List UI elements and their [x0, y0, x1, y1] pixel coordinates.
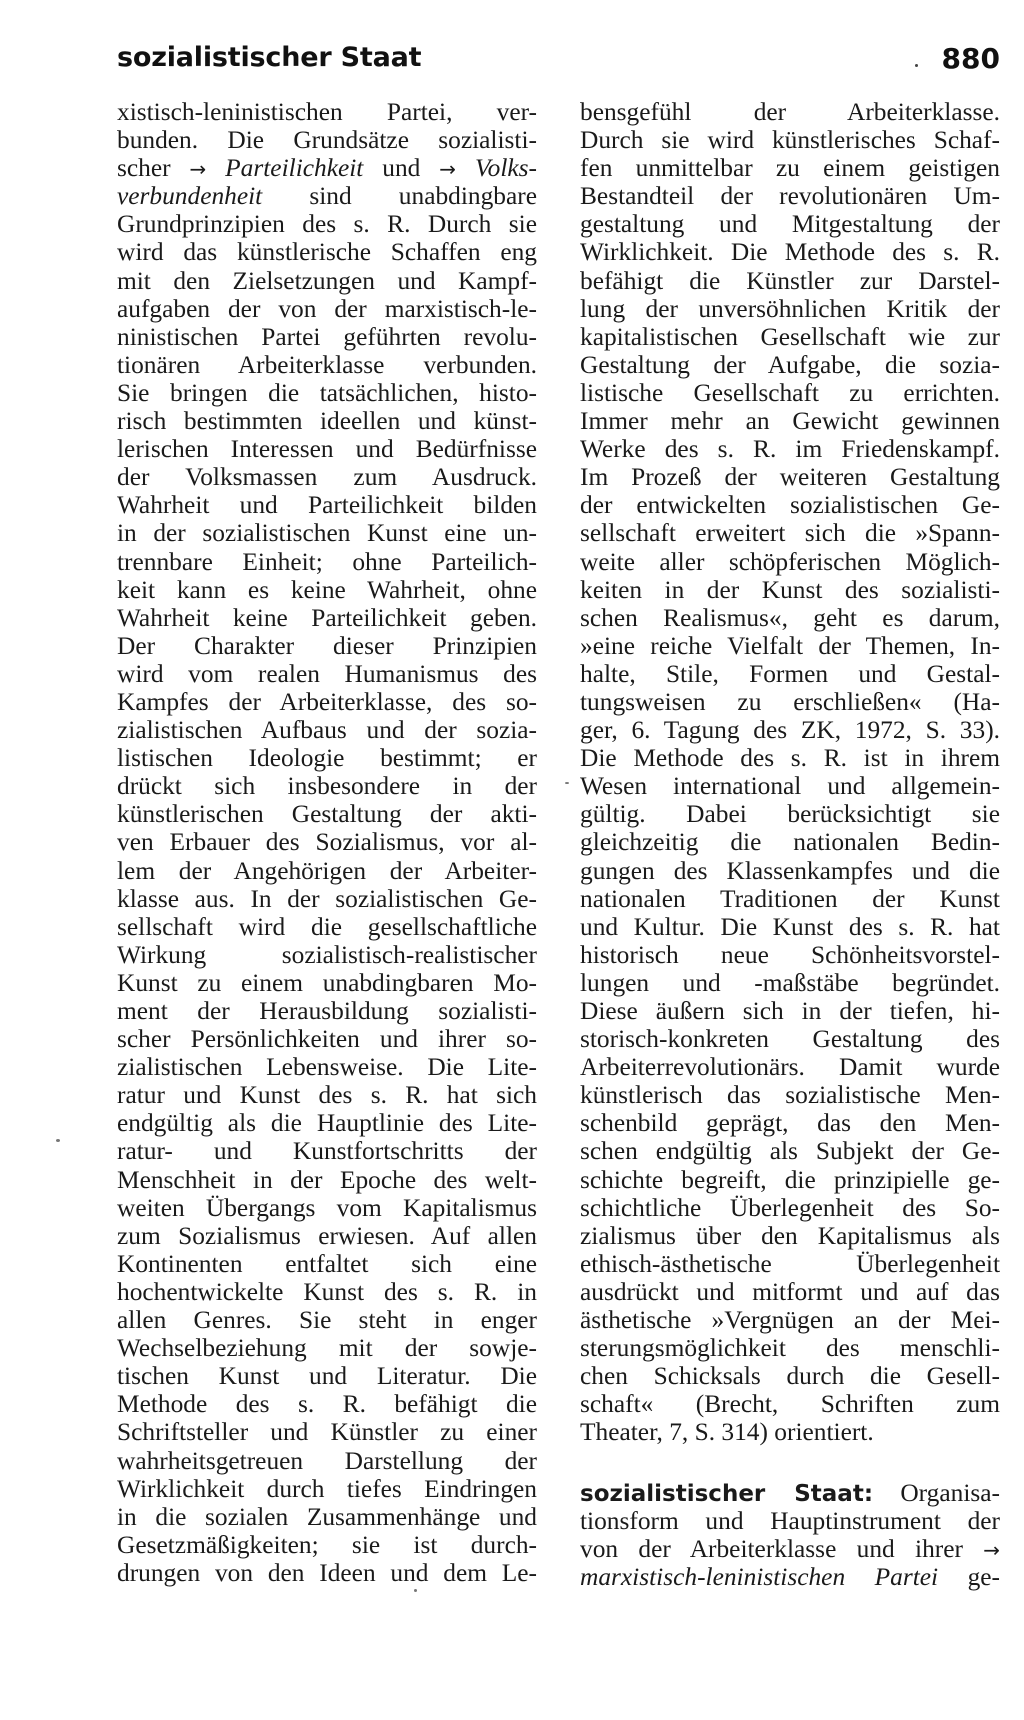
text-line: lung der unversöhnlichen Kritik der: [580, 294, 1000, 323]
text-line: gestaltung und Mitgestaltung der: [580, 210, 1000, 239]
text-line: Diese äußern sich in der tiefen, hi-: [580, 997, 1000, 1025]
text-line: Werke des s. R. im Friedenskampf.: [580, 435, 1000, 464]
text-line: Wechselbeziehung mit der sowje-: [117, 1334, 537, 1363]
text-line: schichte begreift, die prinzipielle ge-: [580, 1165, 1000, 1194]
text-line: gungen des Klassenkampfes und die: [580, 856, 1000, 885]
print-speck: [56, 1139, 60, 1142]
text-line: befähigt die Künstler zur Darstel-: [580, 266, 1000, 295]
text-line: wird vom realen Humanismus des: [117, 659, 537, 688]
text-line: Wahrheit keine Parteilichkeit geben.: [117, 603, 537, 632]
text-line: Bestandteil der revolutionären Um-: [580, 182, 1000, 211]
text-line: ethisch-ästhetische Überlegenheit: [580, 1249, 1000, 1278]
text-line: zialismus über den Kapitalismus als: [580, 1221, 1000, 1250]
text-line: Wahrheit und Parteilichkeit bilden: [117, 491, 537, 520]
text-line: drungen von den Ideen und dem Le-: [117, 1558, 537, 1587]
text-line: zum Sozialismus erwiesen. Auf allen: [117, 1221, 537, 1250]
text-line: weiten Übergangs vom Kapitalismus: [117, 1193, 537, 1222]
text-line: xistisch-leninistischen Partei, ver-: [117, 98, 537, 126]
text-line: lungen und -maßstäbe begründet.: [580, 968, 1000, 997]
text-line: ratur und Kunst des s. R. hat sich: [117, 1081, 537, 1110]
text-line: Gesetzmäßigkeiten; sie ist durch-: [117, 1530, 537, 1559]
text-line: hochentwickelte Kunst des s. R. in: [117, 1277, 537, 1306]
text-line: historisch neue Schönheitsvorstel-: [580, 940, 1000, 969]
text-line: in die sozialen Zusammenhänge und: [117, 1502, 537, 1531]
text-line: tionären Arbeiterklasse verbunden.: [117, 350, 537, 379]
text-line: gültig. Dabei berücksichtigt sie: [580, 800, 1000, 829]
text-line: lerischen Interessen und Bedürfnisse: [117, 435, 537, 464]
text-line: und Kultur. Die Kunst des s. R. hat: [580, 912, 1000, 941]
text-line: ninistischen Partei geführten revolu-: [117, 322, 537, 351]
text-line: Immer mehr an Gewicht gewinnen: [580, 407, 1000, 436]
print-speck: [414, 1589, 417, 1592]
text-line: klasse aus. In der sozialistischen Ge-: [117, 884, 537, 913]
text-line: Wesen international und allgemein-: [580, 772, 1000, 801]
header-dot: [915, 64, 918, 67]
text-line: Arbeiterrevolutionärs. Damit wurde: [580, 1053, 1000, 1082]
text-line: ausdrückt und mitformt und auf das: [580, 1277, 1000, 1306]
text-line: schaft« (Brecht, Schriften zum: [580, 1390, 1000, 1419]
entry-line: marxistisch-leninistischen Partei ge-: [580, 1562, 1000, 1591]
text-line: schen endgültig als Subjekt der Ge-: [580, 1137, 1000, 1166]
text-line: bunden. Die Grundsätze sozialisti-: [117, 126, 537, 155]
entry-headword: sozialistischer Staat:: [580, 1480, 874, 1507]
text-line: schenbild geprägt, das den Men-: [580, 1109, 1000, 1138]
running-head: sozialistischer Staat: [117, 42, 422, 73]
text-line: tungsweisen zu erschließen« (Ha-: [580, 687, 1000, 716]
text-line: storisch-konkreten Gestaltung des: [580, 1025, 1000, 1054]
text-line: künstlerisch das sozialistische Men-: [580, 1081, 1000, 1110]
text-line: trennbare Einheit; ohne Parteilich-: [117, 547, 537, 576]
text-line: gleichzeitig die nationalen Bedin-: [580, 828, 1000, 857]
left-column: [117, 98, 537, 1587]
text-line: Wirklichkeit. Die Methode des s. R.: [580, 238, 1000, 267]
text-line: Schriftsteller und Künstler zu einer: [117, 1418, 537, 1447]
entry-line: tionsform und Hauptinstrument der: [580, 1506, 1000, 1535]
text-line: nationalen Traditionen der Kunst: [580, 884, 1000, 913]
cross-reference-arrow-icon: →: [983, 1537, 1000, 1562]
text-line: ment der Herausbildung sozialisti-: [117, 997, 537, 1025]
page-number: 880: [941, 42, 1000, 75]
text-line: chen Schicksals durch die Gesell-: [580, 1362, 1000, 1391]
text-line: Menschheit in der Epoche des welt-: [117, 1165, 537, 1194]
text-line: sellschaft wird die gesellschaftliche: [117, 912, 537, 941]
page-header: [117, 42, 1000, 82]
text-line: lem der Angehörigen der Arbeiter-: [117, 856, 537, 885]
entry-gap: [580, 1447, 1000, 1479]
text-line: halte, Stile, Formen und Gestal-: [580, 659, 1000, 688]
text-line: listischen Ideologie bestimmt; er: [117, 744, 537, 773]
text-line: ratur- und Kunstfortschritts der: [117, 1137, 537, 1166]
text-line: Kampfes der Arbeiterklasse, des so-: [117, 687, 537, 716]
text-line: fen unmittelbar zu einem geistigen: [580, 154, 1000, 183]
text-line: Im Prozeß der weiteren Gestaltung: [580, 463, 1000, 492]
text-line: Kontinenten entfaltet sich eine: [117, 1249, 537, 1278]
text-line: sellschaft erweitert sich die »Spann-: [580, 519, 1000, 548]
cross-reference-arrow-icon: →: [189, 157, 207, 182]
text-line: der Volksmassen zum Ausdruck.: [117, 463, 537, 492]
text-line: kapitalistischen Gesellschaft wie zur: [580, 322, 1000, 351]
text-line: endgültig als die Hauptlinie des Lite-: [117, 1109, 537, 1138]
text-line: wahrheitsgetreuen Darstellung der: [117, 1446, 537, 1475]
text-line: scher → Parteilichkeit und → Volks-: [117, 154, 538, 183]
text-line: allen Genres. Sie steht in enger: [117, 1306, 537, 1335]
text-line: listische Gesellschaft zu errichten.: [580, 378, 1000, 407]
text-line: wird das künstlerische Schaffen eng: [117, 238, 537, 267]
text-line: Wirklichkeit durch tiefes Eindringen: [117, 1474, 537, 1503]
text-line: Der Charakter dieser Prinzipien: [117, 631, 537, 660]
text-line: Die Methode des s. R. ist in ihrem: [580, 744, 1000, 773]
text-line: »eine reiche Vielfalt der Themen, In-: [580, 631, 1000, 660]
text-line: zialistischen Lebensweise. Die Lite-: [117, 1053, 537, 1082]
text-line: schichtliche Überlegenheit des So-: [580, 1193, 1000, 1222]
text-line: künstlerischen Gestaltung der akti-: [117, 800, 537, 829]
text-line: mit den Zielsetzungen und Kampf-: [117, 266, 537, 295]
text-line: keiten in der Kunst des sozialisti-: [580, 575, 1000, 604]
text-line: drückt sich insbesondere in der: [117, 772, 537, 801]
text-line: ven Erbauer des Sozialismus, vor al-: [117, 828, 537, 857]
text-line: zialistischen Aufbaus und der sozia-: [117, 716, 537, 745]
text-line: ger, 6. Tagung des ZK, 1972, S. 33).: [580, 716, 1000, 745]
text-line: bensgefühl der Arbeiterklasse.: [580, 98, 1000, 126]
entry-line: von der Arbeiterklasse und ihrer →: [580, 1534, 1000, 1563]
print-speck: [565, 782, 569, 784]
text-line: Theater, 7, S. 314) orientiert.: [580, 1418, 874, 1447]
text-line: Gestaltung der Aufgabe, die sozia-: [580, 350, 1000, 379]
text-line: Grundprinzipien des s. R. Durch sie: [117, 210, 537, 239]
text-line: keit kann es keine Wahrheit, ohne: [117, 575, 537, 604]
text-line: Durch sie wird künstlerisches Schaf-: [580, 126, 1000, 155]
text-line: Sie bringen die tatsächlichen, histo-: [117, 378, 537, 407]
cross-reference-arrow-icon: →: [439, 157, 457, 182]
text-line: Methode des s. R. befähigt die: [117, 1390, 537, 1419]
text-line: risch bestimmten ideellen und künst-: [117, 407, 537, 436]
text-line: weite aller schöpferischen Möglich-: [580, 547, 1000, 576]
text-line: ästhetische »Vergnügen an der Mei-: [580, 1306, 1000, 1335]
text-line: der entwickelten sozialistischen Ge-: [580, 491, 1000, 520]
text-line: in der sozialistischen Kunst eine un-: [117, 519, 537, 548]
text-line: scher Persönlichkeiten und ihrer so-: [117, 1025, 537, 1054]
text-line: aufgaben der von der marxistisch-le-: [117, 294, 537, 323]
right-column: [580, 98, 1000, 1591]
text-line: schen Realismus«, geht es darum,: [580, 603, 1000, 632]
text-line: tischen Kunst und Literatur. Die: [117, 1362, 537, 1391]
text-line: Wirkung sozialistisch-realistischer: [117, 940, 537, 969]
text-line: Kunst zu einem unabdingbaren Mo-: [117, 968, 537, 997]
text-line: sterungsmöglichkeit des menschli-: [580, 1334, 1000, 1363]
text-line: verbundenheit sind unabdingbare: [117, 182, 537, 211]
entry-line: sozialistischer Staat: Organisa-: [580, 1478, 1000, 1507]
